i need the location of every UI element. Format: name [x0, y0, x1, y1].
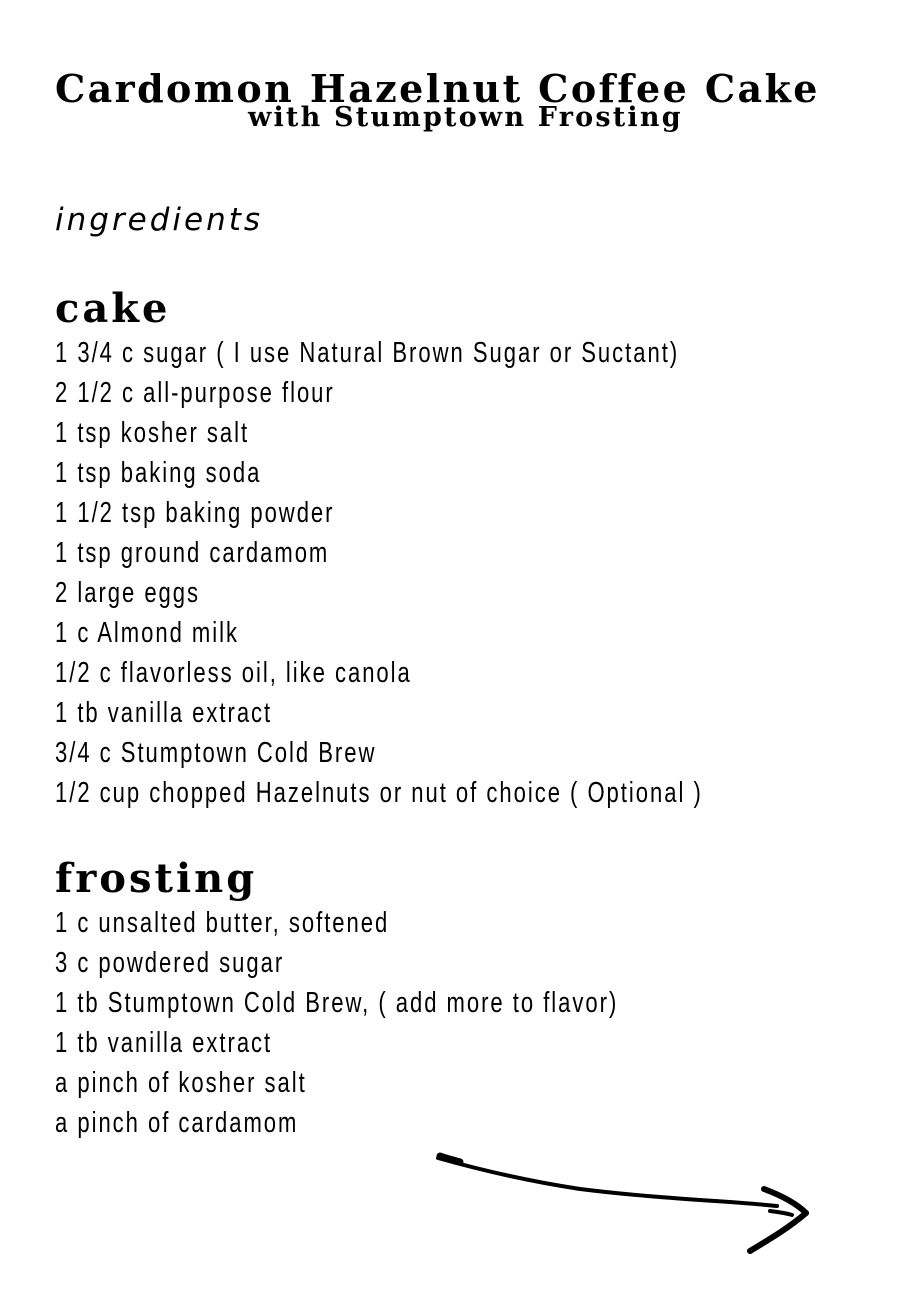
- cake-ingredient-item: 1 c Almond milk: [55, 617, 239, 649]
- cake-ingredient-item: 1/2 c flavorless oil, like canola: [55, 657, 412, 689]
- ingredients-label: ingredients: [55, 202, 264, 238]
- cake-ingredient-item: 3/4 c Stumptown Cold Brew: [55, 737, 377, 769]
- hand-drawn-arrow-right-icon: [430, 1145, 820, 1260]
- cake-ingredient-item: 2 1/2 c all-purpose flour: [55, 377, 335, 409]
- frosting-ingredient-item: 1 c unsalted butter, softened: [55, 907, 390, 939]
- frosting-ingredient-item: a pinch of kosher salt: [55, 1067, 307, 1099]
- cake-ingredient-item: 1 tsp baking soda: [55, 457, 262, 489]
- cake-section-heading: cake: [55, 285, 171, 332]
- frosting-ingredient-item: 1 tb Stumptown Cold Brew, ( add more to flavor): [55, 987, 619, 1019]
- cake-ingredient-item: 1 tsp ground cardamom: [55, 537, 330, 569]
- cake-ingredient-item: 2 large eggs: [55, 577, 201, 609]
- recipe-subtitle: with Stumptown Frosting: [248, 102, 683, 133]
- frosting-ingredient-item: 1 tb vanilla extract: [55, 1027, 273, 1059]
- frosting-ingredient-item: a pinch of cardamom: [55, 1107, 299, 1139]
- cake-ingredient-item: 1 tb vanilla extract: [55, 697, 273, 729]
- cake-ingredient-item: 1/2 cup chopped Hazelnuts or nut of choice ( Optional ): [55, 777, 703, 809]
- cake-ingredient-item: 1 1/2 tsp baking powder: [55, 497, 335, 529]
- frosting-ingredient-list: [55, 903, 796, 1143]
- frosting-ingredient-item: 3 c powdered sugar: [55, 947, 285, 979]
- cake-ingredient-item: 1 tsp kosher salt: [55, 417, 250, 449]
- frosting-section-heading: frosting: [55, 855, 258, 902]
- recipe-title: Cardomon Hazelnut Coffee Cake: [55, 66, 820, 111]
- cake-ingredient-list: [55, 333, 900, 813]
- cake-ingredient-item: 1 3/4 c sugar ( I use Natural Brown Sugar or Suctant): [55, 337, 680, 369]
